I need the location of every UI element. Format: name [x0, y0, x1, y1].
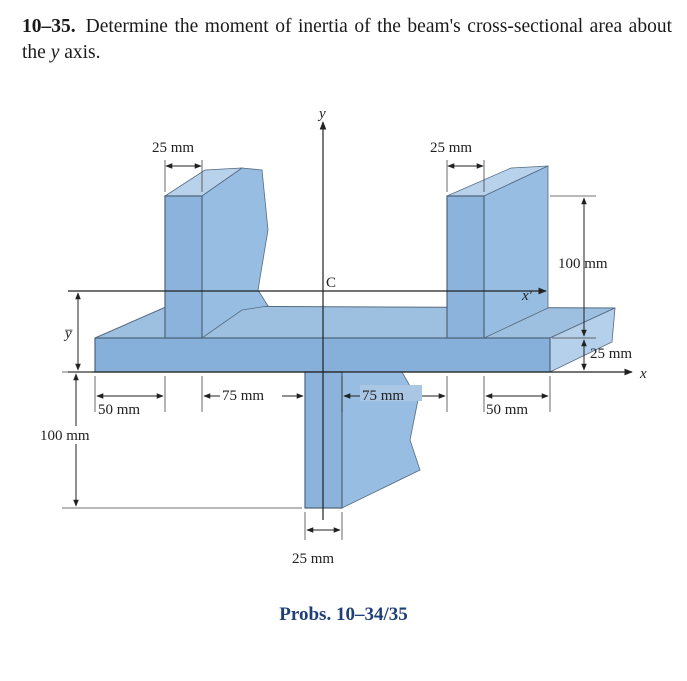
ybar-label: y̅ — [65, 326, 72, 342]
left-overhang-label: 50 mm — [98, 402, 141, 418]
right-gap-label: 75 mm — [362, 388, 405, 404]
stem-height-label: 100 mm — [40, 428, 90, 444]
right-web-width-label: 25 mm — [430, 140, 473, 156]
left-web-width-label: 25 mm — [152, 140, 195, 156]
problem-text-after: axis. — [59, 42, 101, 63]
problem-text-before: Determine the moment of inertia of the beam's cross-sectional area about the — [22, 16, 672, 63]
flange-thickness-label: 25 mm — [590, 346, 633, 362]
stem-width-label: 25 mm — [292, 551, 335, 567]
problem-axis: y — [50, 42, 60, 63]
right-web-front — [447, 196, 484, 338]
left-gap-label: 75 mm — [222, 388, 265, 404]
left-web-front — [165, 196, 202, 338]
right-web-side — [484, 166, 548, 338]
xprime-axis-label: x' — [522, 288, 532, 304]
figure-caption: Probs. 10–34/35 — [279, 604, 408, 625]
x-axis-label: x — [640, 366, 647, 382]
problem-number: 10–35. — [22, 16, 76, 37]
right-overhang-label: 50 mm — [486, 402, 529, 418]
centroid-label: C — [326, 275, 337, 291]
web-height-label: 100 mm — [558, 256, 608, 272]
y-axis-label: y — [319, 106, 326, 122]
